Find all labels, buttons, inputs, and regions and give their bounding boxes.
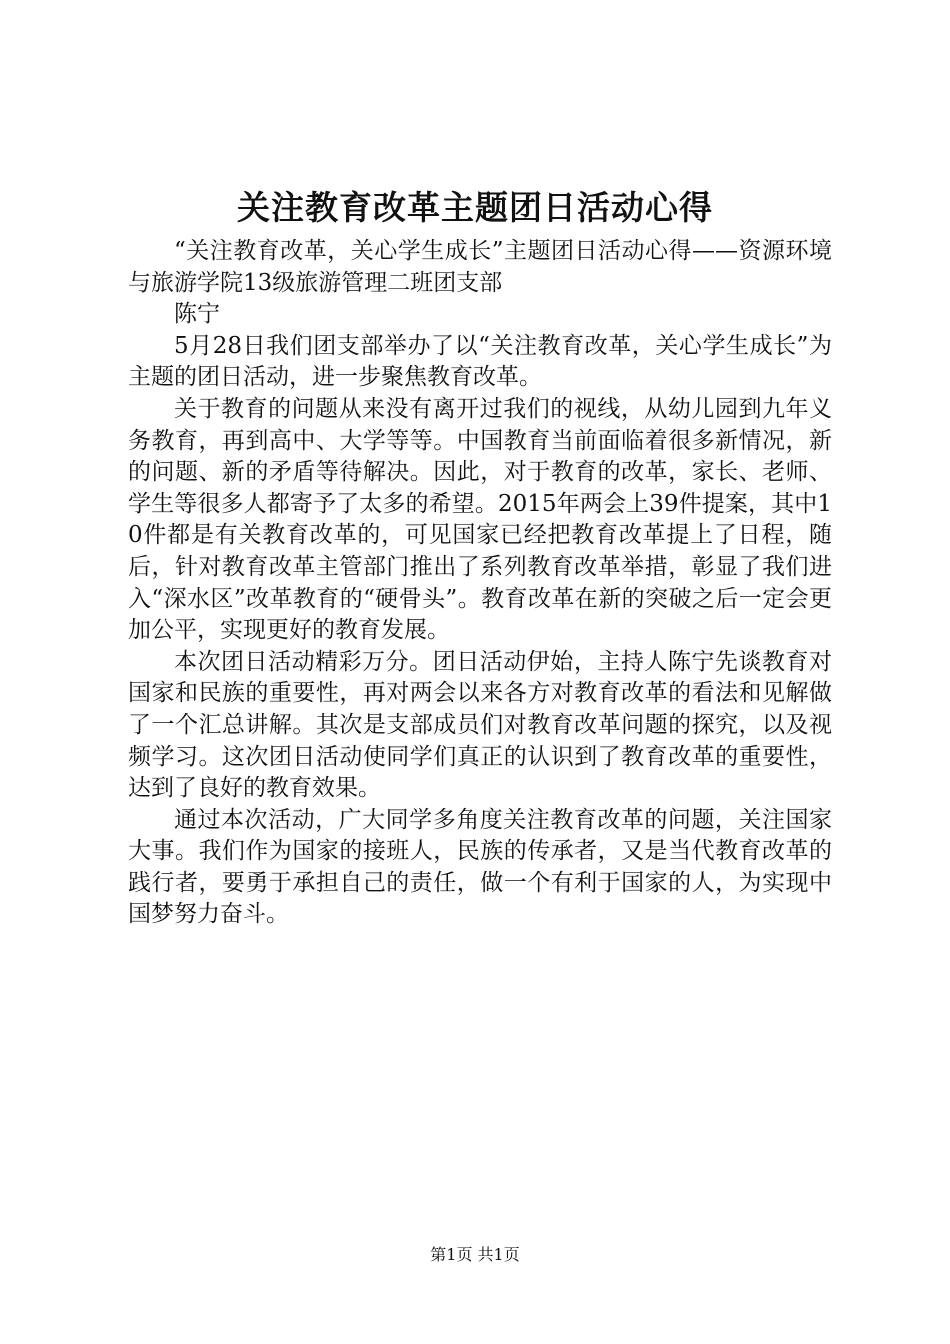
paragraph-conclusion: 通过本次活动，广大同学多角度关注教育改革的问题，关注国家大事。我们作为国家的接班人，民族的传承者，又是当代教育改革的践行者，要勇于承担自己的责任，做一个有利于国家的人，为实现中国梦努力奋斗。 bbox=[128, 806, 832, 928]
paragraph-subtitle: “关注教育改革，关心学生成长”主题团日活动心得——资源环境与旅游学院13级旅游管理二班团支部 bbox=[128, 238, 832, 296]
document-title: 关注教育改革主题团日活动心得 bbox=[237, 188, 713, 227]
paragraph-background: 关于教育的问题从来没有离开过我们的视线，从幼儿园到九年义务教育，再到高中、大学等等。中国教育当前面临着很多新情况，新的问题、新的矛盾等待解决。因此，对于教育的改革，家长、老师、学生等很多人都寄予了太多的希望。2015年两会上39件提案，其中10件都是有关教育改革的，可见国家已经把教育改革提上了日程，随后，针对教育改革主管部门推出了系列教育改革举措，彰显了我们进入“深水区”改革教育的“硬骨头”。教育改革在新的突破之后一定会更加公平，实现更好的教育发展。 bbox=[128, 395, 832, 644]
paragraph-author: 陈宁 bbox=[174, 301, 220, 328]
document-body bbox=[128, 236, 832, 931]
paragraph-activity: 本次团日活动精彩万分。团日活动伊始，主持人陈宁先谈教育对国家和民族的重要性，再对两会以来各方对教育改革的看法和见解做了一个汇总讲解。其次是支部成员们对教育改革问题的探究，以及视频学习。这次团日活动使同学们真正的认识到了教育改革的重要性，达到了良好的教育效果。 bbox=[128, 648, 832, 802]
page-number: 第1页 共1页 bbox=[430, 1245, 520, 1264]
paragraph-intro: 5月28日我们团支部举办了以“关注教育改革，关心学生成长”为主题的团日活动，进一步聚焦教育改革。 bbox=[128, 332, 832, 391]
